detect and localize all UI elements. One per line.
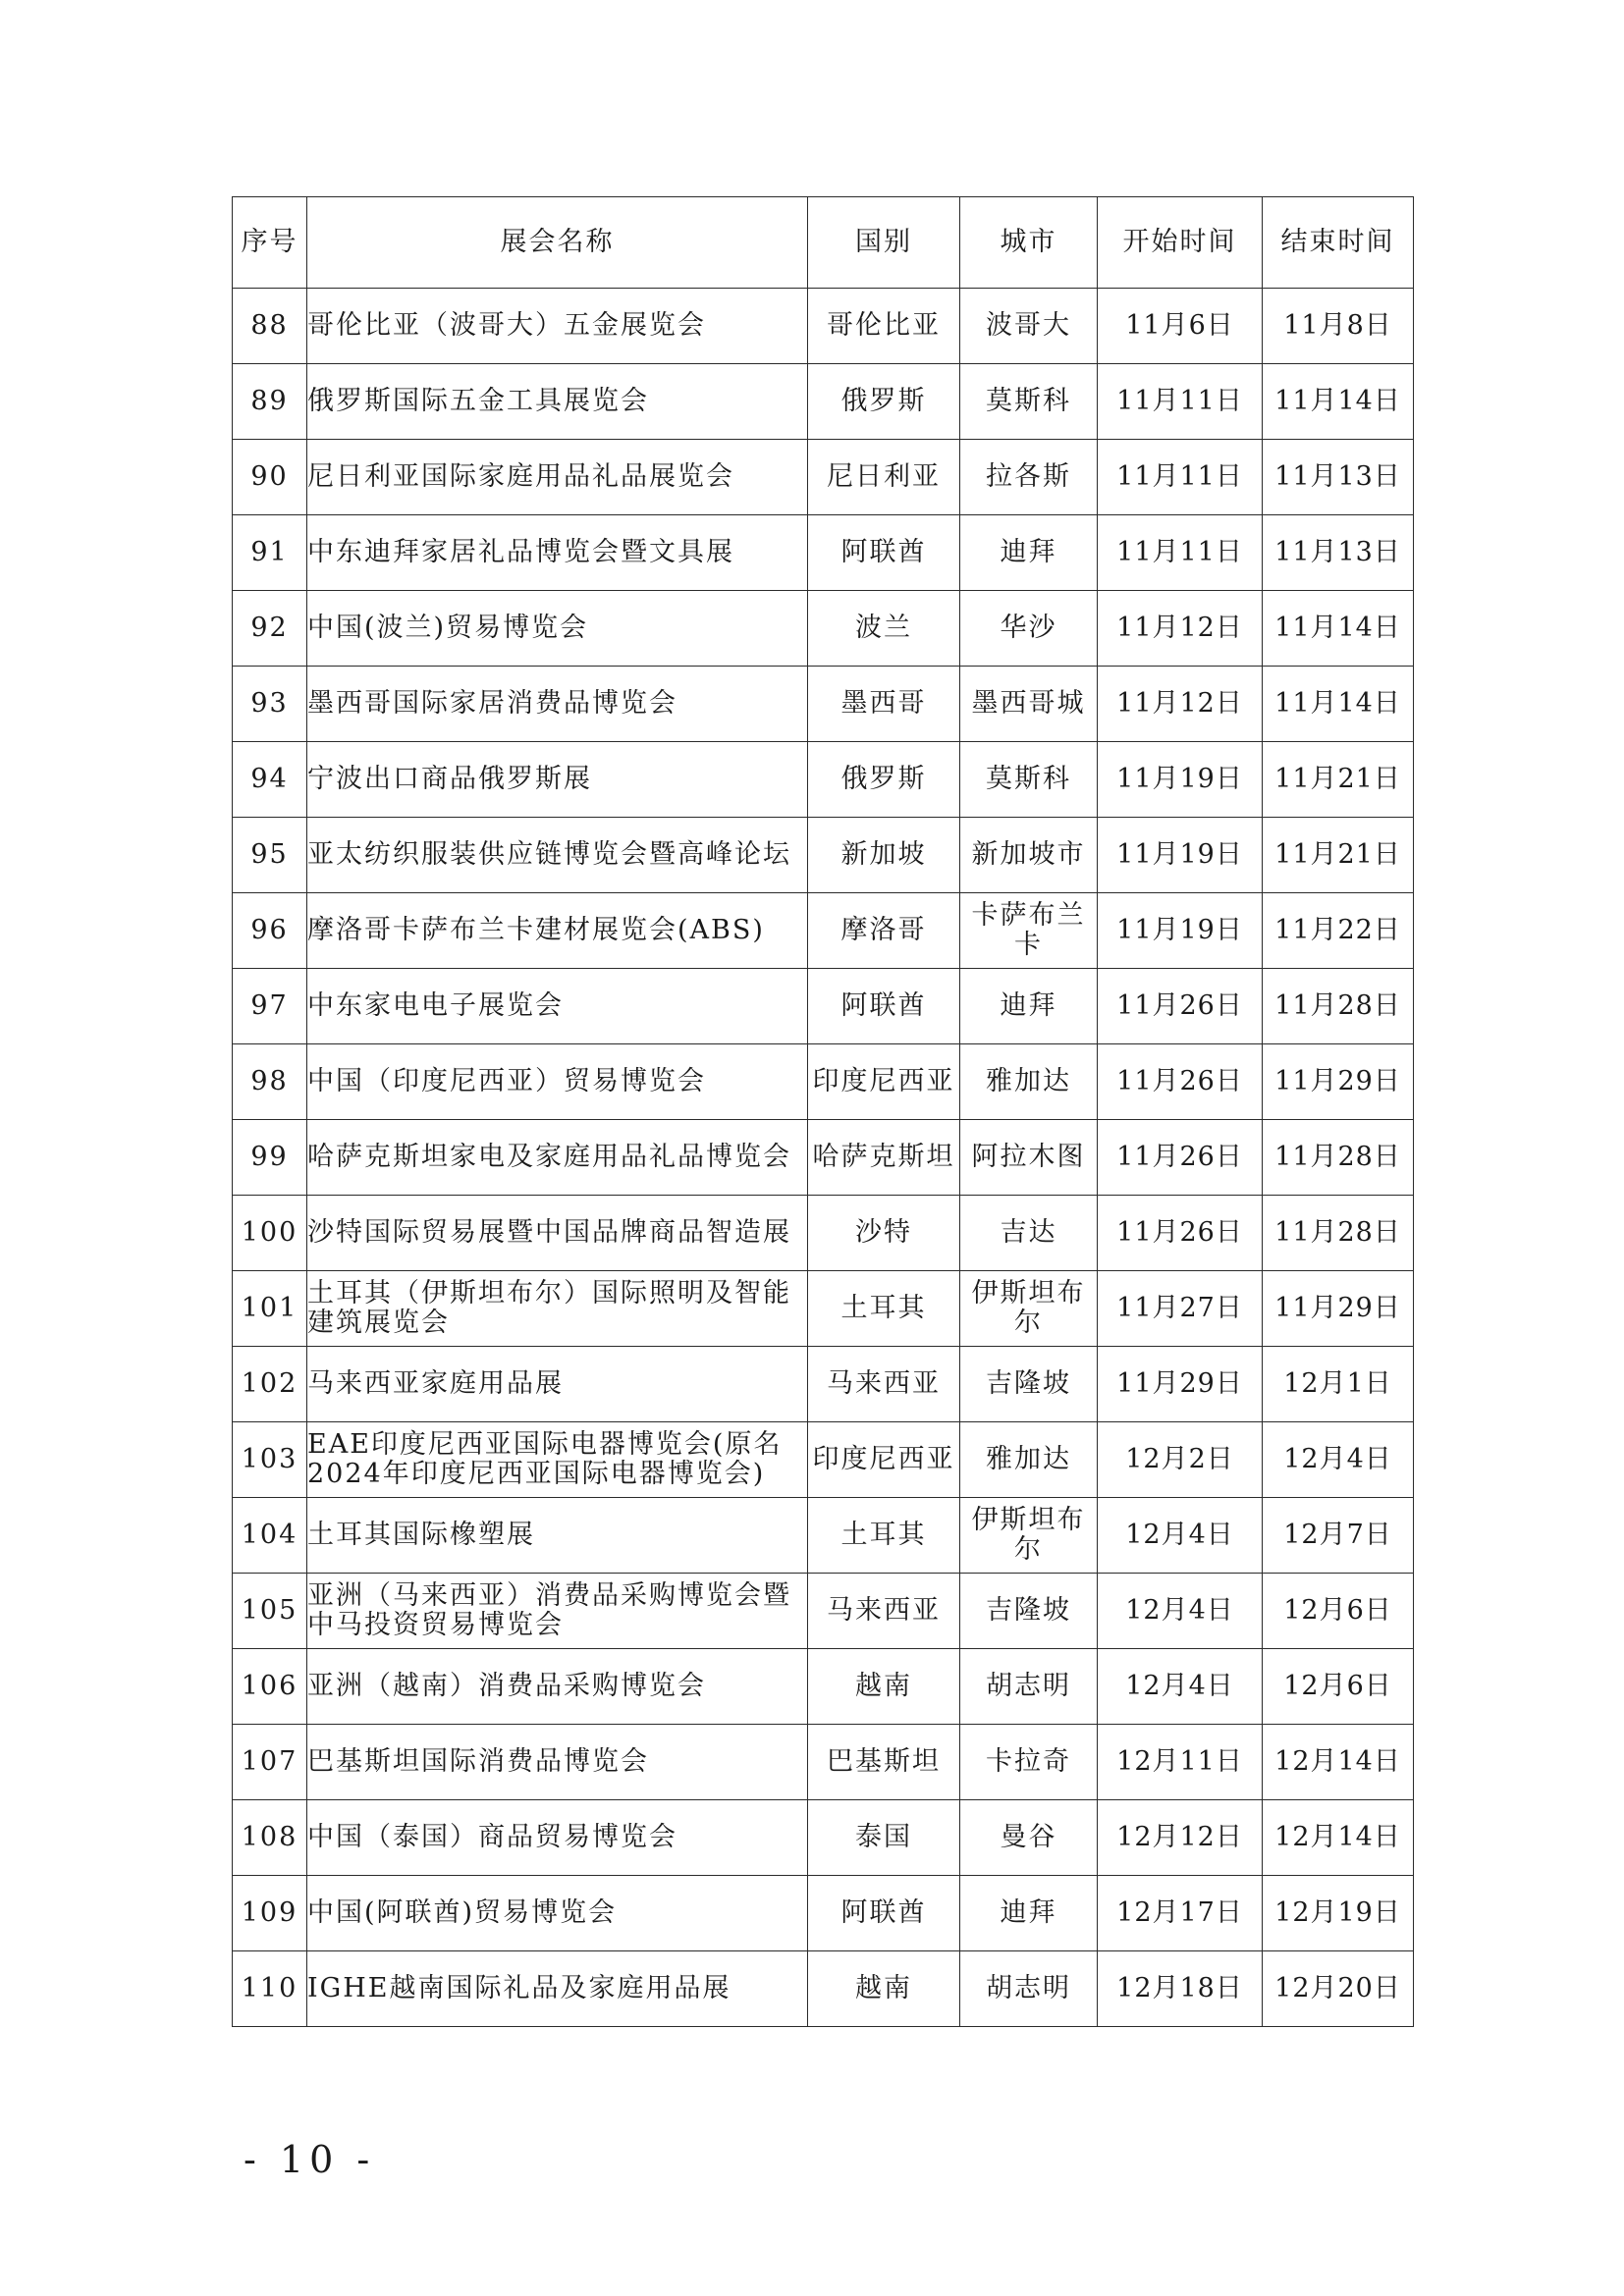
cell-city: 吉隆坡 [960,1574,1098,1649]
header-end-date: 结束时间 [1263,197,1414,289]
cell-end-date: 11月28日 [1263,969,1414,1044]
cell-serial-number: 94 [233,742,307,818]
header-exhibition-name: 展会名称 [307,197,808,289]
exhibition-table [232,196,1414,2027]
table-row [233,1347,1414,1422]
cell-start-date: 12月4日 [1098,1649,1263,1725]
cell-start-date: 11月19日 [1098,818,1263,893]
cell-city: 拉各斯 [960,440,1098,515]
cell-serial-number: 93 [233,667,307,742]
cell-city: 新加坡市 [960,818,1098,893]
cell-country: 泰国 [808,1800,960,1876]
cell-country: 波兰 [808,591,960,667]
cell-exhibition-name: 尼日利亚国际家庭用品礼品展览会 [307,440,808,515]
cell-exhibition-name: 土耳其（伊斯坦布尔）国际照明及智能建筑展览会 [307,1271,808,1347]
table-row [233,1876,1414,1951]
cell-exhibition-name: 哥伦比亚（波哥大）五金展览会 [307,289,808,364]
cell-country: 新加坡 [808,818,960,893]
cell-exhibition-name: 亚太纺织服装供应链博览会暨高峰论坛 [307,818,808,893]
cell-start-date: 12月18日 [1098,1951,1263,2027]
cell-country: 阿联酋 [808,1876,960,1951]
cell-country: 哥伦比亚 [808,289,960,364]
cell-start-date: 11月12日 [1098,667,1263,742]
cell-serial-number: 96 [233,893,307,969]
cell-serial-number: 110 [233,1951,307,2027]
cell-exhibition-name: 中国（泰国）商品贸易博览会 [307,1800,808,1876]
cell-country: 哈萨克斯坦 [808,1120,960,1196]
cell-end-date: 12月4日 [1263,1422,1414,1498]
table-row [233,969,1414,1044]
cell-exhibition-name: 沙特国际贸易展暨中国品牌商品智造展 [307,1196,808,1271]
header-row [233,197,1414,289]
table-row [233,440,1414,515]
cell-country: 尼日利亚 [808,440,960,515]
cell-country: 马来西亚 [808,1574,960,1649]
cell-exhibition-name: 墨西哥国际家居消费品博览会 [307,667,808,742]
cell-start-date: 11月11日 [1098,440,1263,515]
cell-end-date: 12月7日 [1263,1498,1414,1574]
table-header [233,197,1414,289]
cell-end-date: 12月14日 [1263,1725,1414,1800]
cell-exhibition-name: 亚洲（马来西亚）消费品采购博览会暨中马投资贸易博览会 [307,1574,808,1649]
cell-city: 迪拜 [960,515,1098,591]
cell-end-date: 11月29日 [1263,1044,1414,1120]
table-row [233,742,1414,818]
cell-serial-number: 99 [233,1120,307,1196]
cell-exhibition-name: 土耳其国际橡塑展 [307,1498,808,1574]
cell-end-date: 12月14日 [1263,1800,1414,1876]
table-row [233,1498,1414,1574]
table-row [233,1422,1414,1498]
cell-city: 迪拜 [960,969,1098,1044]
cell-exhibition-name: IGHE越南国际礼品及家庭用品展 [307,1951,808,2027]
cell-country: 印度尼西亚 [808,1422,960,1498]
cell-country: 越南 [808,1951,960,2027]
cell-serial-number: 103 [233,1422,307,1498]
header-start-date: 开始时间 [1098,197,1263,289]
cell-country: 摩洛哥 [808,893,960,969]
cell-end-date: 11月14日 [1263,667,1414,742]
table-row [233,1196,1414,1271]
cell-country: 马来西亚 [808,1347,960,1422]
cell-city: 卡萨布兰卡 [960,893,1098,969]
cell-country: 阿联酋 [808,515,960,591]
cell-city: 胡志明 [960,1649,1098,1725]
cell-city: 阿拉木图 [960,1120,1098,1196]
cell-end-date: 11月14日 [1263,364,1414,440]
cell-exhibition-name: 中东迪拜家居礼品博览会暨文具展 [307,515,808,591]
cell-start-date: 11月27日 [1098,1271,1263,1347]
cell-serial-number: 97 [233,969,307,1044]
cell-start-date: 11月26日 [1098,1044,1263,1120]
cell-end-date: 11月21日 [1263,818,1414,893]
cell-country: 土耳其 [808,1271,960,1347]
cell-start-date: 11月26日 [1098,1196,1263,1271]
cell-start-date: 11月11日 [1098,364,1263,440]
cell-end-date: 11月13日 [1263,440,1414,515]
cell-end-date: 11月28日 [1263,1120,1414,1196]
cell-serial-number: 102 [233,1347,307,1422]
cell-exhibition-name: 中国(阿联酋)贸易博览会 [307,1876,808,1951]
cell-serial-number: 88 [233,289,307,364]
table-row [233,1271,1414,1347]
cell-country: 印度尼西亚 [808,1044,960,1120]
cell-serial-number: 106 [233,1649,307,1725]
table-row [233,591,1414,667]
cell-city: 吉达 [960,1196,1098,1271]
cell-country: 土耳其 [808,1498,960,1574]
cell-city: 伊斯坦布尔 [960,1498,1098,1574]
cell-city: 伊斯坦布尔 [960,1271,1098,1347]
cell-start-date: 11月29日 [1098,1347,1263,1422]
cell-end-date: 11月8日 [1263,289,1414,364]
cell-end-date: 12月20日 [1263,1951,1414,2027]
cell-serial-number: 92 [233,591,307,667]
cell-start-date: 11月19日 [1098,742,1263,818]
cell-city: 胡志明 [960,1951,1098,2027]
cell-serial-number: 109 [233,1876,307,1951]
cell-city: 迪拜 [960,1876,1098,1951]
cell-end-date: 12月1日 [1263,1347,1414,1422]
cell-end-date: 11月13日 [1263,515,1414,591]
table-row [233,364,1414,440]
table-row [233,667,1414,742]
cell-serial-number: 95 [233,818,307,893]
cell-start-date: 11月26日 [1098,1120,1263,1196]
cell-city: 莫斯科 [960,742,1098,818]
cell-country: 沙特 [808,1196,960,1271]
table-row [233,1044,1414,1120]
cell-exhibition-name: EAE印度尼西亚国际电器博览会(原名2024年印度尼西亚国际电器博览会) [307,1422,808,1498]
cell-end-date: 12月6日 [1263,1574,1414,1649]
cell-end-date: 11月28日 [1263,1196,1414,1271]
cell-city: 华沙 [960,591,1098,667]
cell-exhibition-name: 俄罗斯国际五金工具展览会 [307,364,808,440]
cell-end-date: 11月14日 [1263,591,1414,667]
cell-city: 雅加达 [960,1422,1098,1498]
cell-serial-number: 108 [233,1800,307,1876]
cell-serial-number: 98 [233,1044,307,1120]
cell-country: 墨西哥 [808,667,960,742]
table-row [233,1800,1414,1876]
cell-serial-number: 89 [233,364,307,440]
cell-exhibition-name: 摩洛哥卡萨布兰卡建材展览会(ABS) [307,893,808,969]
cell-start-date: 11月6日 [1098,289,1263,364]
cell-exhibition-name: 中国(波兰)贸易博览会 [307,591,808,667]
cell-serial-number: 101 [233,1271,307,1347]
cell-end-date: 12月6日 [1263,1649,1414,1725]
cell-exhibition-name: 亚洲（越南）消费品采购博览会 [307,1649,808,1725]
cell-start-date: 11月26日 [1098,969,1263,1044]
cell-start-date: 12月11日 [1098,1725,1263,1800]
cell-exhibition-name: 中国（印度尼西亚）贸易博览会 [307,1044,808,1120]
cell-start-date: 11月11日 [1098,515,1263,591]
cell-start-date: 12月17日 [1098,1876,1263,1951]
cell-start-date: 12月12日 [1098,1800,1263,1876]
header-country: 国别 [808,197,960,289]
table-row [233,893,1414,969]
cell-exhibition-name: 巴基斯坦国际消费品博览会 [307,1725,808,1800]
cell-serial-number: 107 [233,1725,307,1800]
cell-city: 波哥大 [960,289,1098,364]
cell-city: 莫斯科 [960,364,1098,440]
cell-serial-number: 91 [233,515,307,591]
cell-exhibition-name: 中东家电电子展览会 [307,969,808,1044]
cell-serial-number: 105 [233,1574,307,1649]
cell-city: 吉隆坡 [960,1347,1098,1422]
table-row [233,1951,1414,2027]
cell-country: 巴基斯坦 [808,1725,960,1800]
cell-city: 墨西哥城 [960,667,1098,742]
cell-exhibition-name: 哈萨克斯坦家电及家庭用品礼品博览会 [307,1120,808,1196]
cell-start-date: 12月4日 [1098,1574,1263,1649]
cell-serial-number: 104 [233,1498,307,1574]
cell-city: 雅加达 [960,1044,1098,1120]
cell-end-date: 12月19日 [1263,1876,1414,1951]
cell-end-date: 11月29日 [1263,1271,1414,1347]
cell-country: 阿联酋 [808,969,960,1044]
cell-exhibition-name: 宁波出口商品俄罗斯展 [307,742,808,818]
cell-start-date: 12月2日 [1098,1422,1263,1498]
table-row [233,289,1414,364]
table-row [233,1120,1414,1196]
table-row [233,1725,1414,1800]
table-row [233,515,1414,591]
table-row [233,818,1414,893]
cell-serial-number: 90 [233,440,307,515]
cell-country: 俄罗斯 [808,742,960,818]
cell-exhibition-name: 马来西亚家庭用品展 [307,1347,808,1422]
cell-start-date: 11月19日 [1098,893,1263,969]
cell-start-date: 11月12日 [1098,591,1263,667]
page-number: - 10 - [244,2138,376,2181]
cell-country: 越南 [808,1649,960,1725]
cell-serial-number: 100 [233,1196,307,1271]
cell-end-date: 11月22日 [1263,893,1414,969]
cell-city: 曼谷 [960,1800,1098,1876]
cell-end-date: 11月21日 [1263,742,1414,818]
table-row [233,1574,1414,1649]
cell-country: 俄罗斯 [808,364,960,440]
header-serial-number: 序号 [233,197,307,289]
table-body [233,289,1414,2027]
table-row [233,1649,1414,1725]
header-city: 城市 [960,197,1098,289]
cell-start-date: 12月4日 [1098,1498,1263,1574]
cell-city: 卡拉奇 [960,1725,1098,1800]
